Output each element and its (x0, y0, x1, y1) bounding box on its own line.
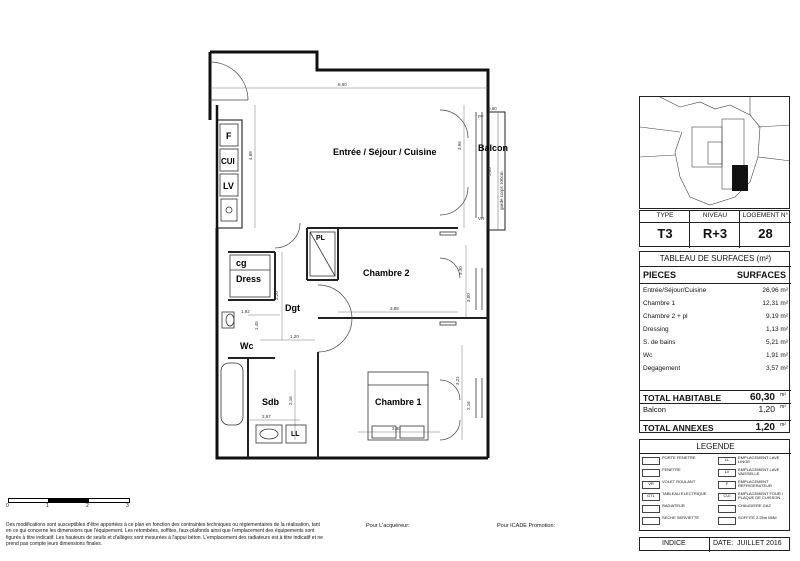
scale-bar (8, 498, 128, 510)
legend-item (718, 468, 790, 479)
info-box (639, 210, 790, 247)
scale-1: 1 (46, 503, 49, 509)
site-map (640, 97, 790, 209)
surface-row-value: 1,13 m² (765, 326, 788, 333)
surface-row-name: Chambre 1 (643, 300, 676, 307)
room-cg: cg (236, 258, 247, 268)
total-annex-label: TOTAL ANNEXES (643, 423, 714, 433)
surface-row-value: 9,19 m² (765, 313, 788, 320)
legend-label: SECHE SERVIETTE (662, 515, 700, 520)
kitchen-f: F (226, 131, 232, 141)
legend-item (718, 480, 790, 491)
scale-3: 3 (126, 503, 129, 509)
footer-date-label: DATE: (713, 540, 734, 547)
surface-row-value: 26,96 m² (762, 287, 788, 294)
surface-row-name: Wc (643, 352, 653, 359)
legend-label: SOFFITE 2.25m MINI (738, 515, 777, 520)
legend (639, 439, 790, 531)
legend-label: CHAUDIERE GAZ (738, 503, 771, 508)
legend-title: LEGENDE (696, 442, 735, 451)
disclaimer: Des modifications sont susceptibles d'être apportées à ce plan en fonction des contraintes techniques ou réglementaires de la réalisation, tant en ce qui concerne les dimensions que l'équipement. Les retombées, soffites, faux-plafonds ainsi que l'emplacement des équipements sont figurés à titre indicatif. Les hauteurs de seuils et d'allèges sont mesurées à l'appui béton. L'emplacement des radiateurs est à titre indicatif et ne prend pas compte leurs dimensions finales. (6, 522, 323, 547)
legend-symbol (718, 505, 736, 513)
room-dress: Dress (236, 274, 262, 284)
scale-0: 0 (6, 503, 9, 509)
room-wc: Wc (240, 341, 254, 351)
legend-symbol: VR (642, 481, 660, 489)
surface-row-name: Degagement (643, 365, 681, 372)
dim-ch1-h: 3,21 (455, 376, 460, 385)
legend-symbol: F (718, 481, 736, 489)
dim-ch1-w: 3,80 (392, 426, 401, 431)
info-logement: 28 (758, 226, 773, 241)
vr-label: VR (478, 216, 485, 221)
col-pieces: PIECES (643, 270, 677, 280)
room-dgt: Dgt (285, 303, 300, 313)
legend-symbol: LL (718, 457, 736, 465)
legend-item (718, 492, 790, 503)
pf-label: PF (478, 114, 484, 119)
room-balcon: Balcon (478, 143, 509, 153)
legend-symbol (642, 505, 660, 513)
room-sdb: Sdb (262, 397, 279, 407)
legend-item (718, 504, 790, 515)
dim-width-top: 6,60 (338, 82, 347, 87)
legend-item (718, 456, 790, 467)
legend-label: TABLEAU ELECTRIQUE (662, 491, 707, 496)
total-annex-value: 1,20 (755, 422, 775, 433)
dim-ch2-w: 3,88 (390, 306, 399, 311)
legend-item (642, 480, 716, 491)
surface-row (640, 287, 791, 298)
legend-symbol (642, 469, 660, 477)
dim-sdb-h: 2,16 (288, 396, 293, 405)
surface-row (640, 326, 791, 337)
footer-date-value: JUILLET 2016 (737, 540, 782, 547)
signature-buyer: Pour L'acquéreur: (366, 523, 410, 529)
legend-label: EMPLACEMENT LAVE VAISSELLE (738, 467, 780, 477)
legend-label: FENETRE (662, 467, 681, 472)
surfaces-title: TABLEAU DE SURFACES (m²) (659, 254, 772, 263)
legend-item (642, 456, 716, 467)
info-header-type: TYPE (656, 212, 674, 219)
surface-row (640, 313, 791, 324)
key-plan (639, 96, 790, 209)
room-sejour: Entrée / Séjour / Cuisine (333, 147, 437, 157)
dim-wc-h: 1,45 (254, 321, 259, 330)
legend-symbol (718, 517, 736, 525)
legend-item (642, 468, 716, 479)
col-surfaces: SURFACES (736, 270, 786, 280)
legend-item (642, 504, 716, 515)
legend-label: EMPLACEMENT FOUR / PLAQUE DE CUISSON (738, 491, 784, 501)
dim-sejour-h: 3,96 (457, 141, 462, 150)
surface-row-name: Entrée/Séjour/Cuisine (643, 287, 707, 294)
dim-sdb-w: 2,57 (262, 414, 271, 419)
room-chambre2: Chambre 2 (363, 268, 410, 278)
room-pl: PL (316, 235, 325, 242)
total-hab-value: 60,30 (749, 392, 775, 403)
signature-promoter: Pour ICADE Promotion: (497, 523, 556, 529)
surface-row-value: 3,57 m² (765, 365, 788, 372)
room-ll: LL (291, 431, 300, 438)
total-hab-unit: m² (780, 392, 786, 398)
surface-row (640, 300, 791, 311)
legend-label: RADIATEUR (662, 503, 685, 508)
dim-balcon-h: 3,00 (487, 167, 492, 176)
dim-balcon-depth: 0,60 (488, 106, 497, 111)
legend-symbol: LV (718, 469, 736, 477)
dim-ch1-side: 2,16 (466, 401, 471, 410)
rail-note: garde corps 100cm (499, 171, 504, 210)
scale-2: 2 (86, 503, 89, 509)
info-header-logement: LOGEMENT N° (742, 212, 789, 219)
dim-dgt-h: 3,20 (274, 291, 279, 300)
kitchen-lv: LV (223, 181, 234, 191)
legend-item (718, 516, 790, 527)
surface-row (640, 339, 791, 350)
legend-symbol (642, 457, 660, 465)
dim-ch2-side: 3,00 (466, 293, 471, 302)
legend-symbol: GTL (642, 493, 660, 501)
surface-row-name: S. de bains (643, 339, 676, 346)
legend-item (642, 492, 716, 503)
legend-label: EMPLACEMENT LAVE LINGE (738, 455, 780, 465)
surface-row (640, 352, 791, 363)
surface-row-name: Dressing (643, 326, 669, 333)
footer-indice: INDICE (662, 540, 686, 547)
total-hab-label: TOTAL HABITABLE (643, 393, 722, 403)
room-chambre1: Chambre 1 (375, 397, 422, 407)
dim-ch2-h: 3,30 (458, 266, 463, 275)
total-annex-unit: m² (780, 422, 786, 428)
info-type: T3 (657, 226, 673, 241)
surface-row-value: 1,91 m² (765, 352, 788, 359)
legend-item (642, 516, 716, 527)
legend-label: PORTE FENETRE (662, 455, 696, 460)
dim-dgt-w: 1,20 (290, 334, 299, 339)
surface-row-value: 5,21 m² (765, 339, 788, 346)
balcon-unit: m² (780, 404, 786, 410)
surfaces-table (639, 251, 790, 433)
legend-label: EMPLACEMENT REFRIGERATEUR (738, 479, 772, 489)
legend-symbol (642, 517, 660, 525)
info-niveau: R+3 (702, 226, 728, 241)
legend-label: VOLET ROULANT (662, 479, 696, 484)
surface-row-name: Chambre 2 + pl (643, 313, 688, 320)
info-header-niveau: NIVEAU (702, 212, 728, 219)
surface-row-value: 12,31 m² (762, 300, 788, 307)
dim-wc-w: 1,92 (241, 309, 250, 314)
balcon-label: Balcon (643, 405, 666, 414)
surface-row (640, 365, 791, 376)
dim-kitchen: 4,88 (248, 151, 253, 160)
legend-symbol: CUI (718, 493, 736, 501)
footer-box (639, 537, 790, 551)
kitchen-cui: CUI (221, 157, 235, 166)
balcon-value: 1,20 (758, 404, 775, 414)
